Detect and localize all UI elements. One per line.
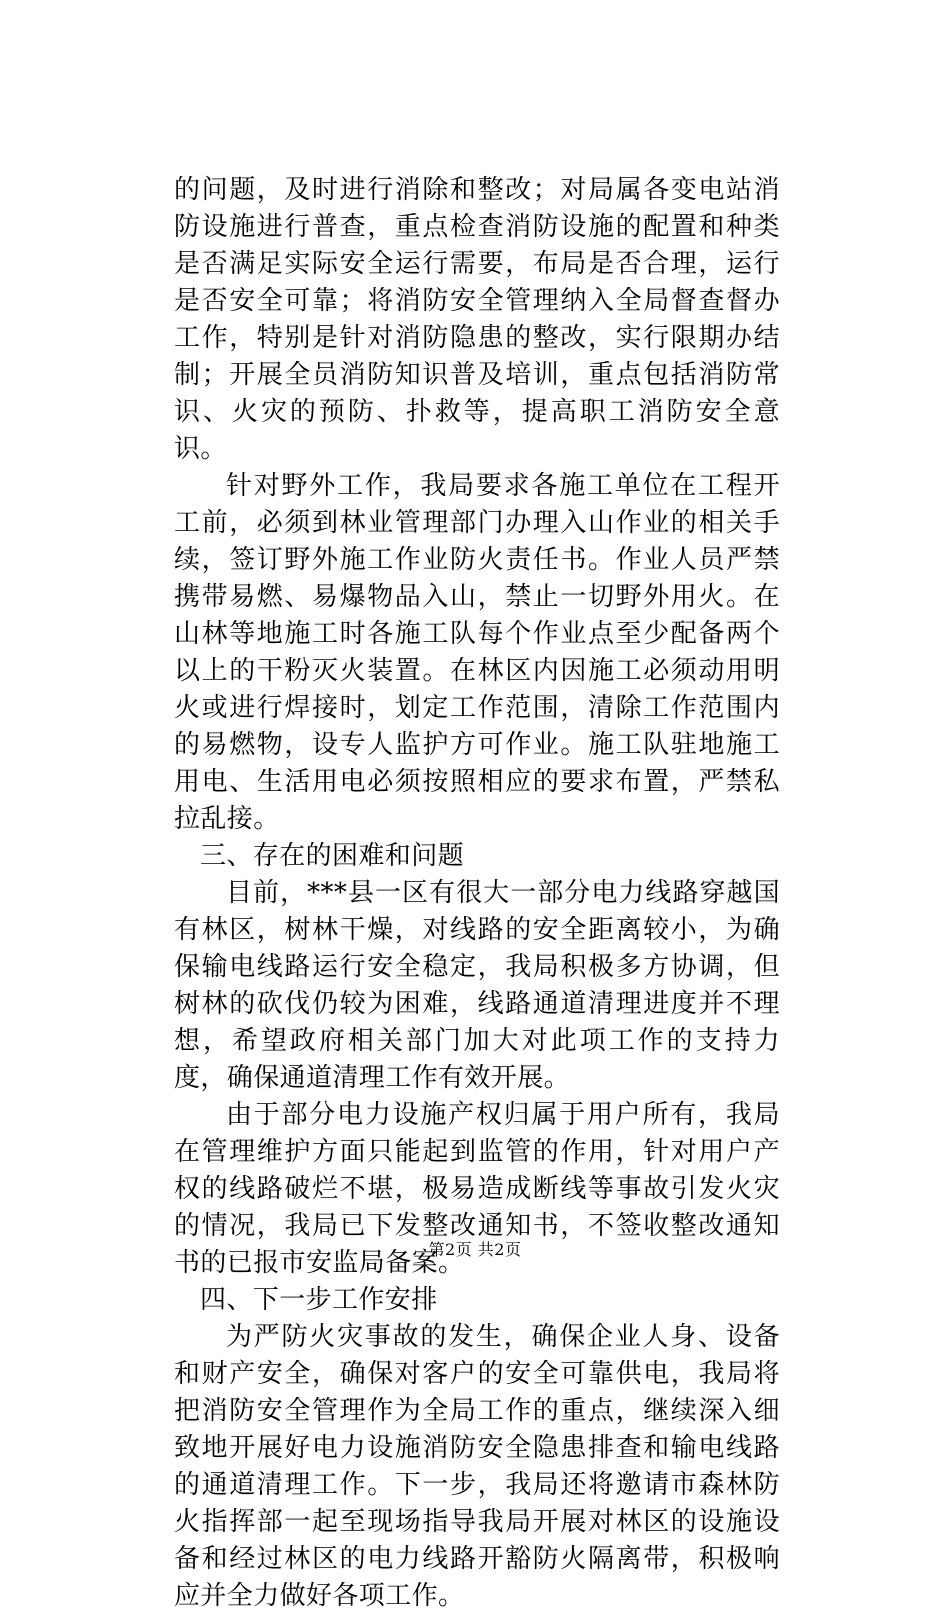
paragraph-next-step-plan: 为严防火灾事故的发生，确保企业人身、设备和财产安全，确保对客户的安全可靠供电，我局将把消防安全管理作为全局工作的重点，继续深入细致地开展好电力设施消防安全隐患排查和输电线路的通道清理工作。下一步，我局还将邀请市森林防火指挥部一起至现场指导我局开展对林区的设施设备和经过林区的电力线路开豁防火隔离带，积极响应并全力做好各项工作。: [174, 1322, 780, 1611]
paragraph-fire-facility-inspection: 的问题，及时进行消除和整改；对局属各变电站消防设施进行普查，重点检查消防设施的配置和种类是否满足实际安全运行需要，布局是否合理，运行是否安全可靠；将消防安全管理纳入全局督查督办工作，特别是针对消防隐患的整改，实行限期办结制；开展全员消防知识普及培训，重点包括消防常识、火灾的预防、扑救等，提高职工消防安全意识。: [174, 175, 780, 464]
paragraph-forest-lines: 目前，***县一区有很大一部分电力线路穿越国有林区，树林干燥，对线路的安全距离较小，为确保输电线路运行安全稳定，我局积极多方协调，但树林的砍伐仍较为困难，线路通道清理进度并不理想，希望政府相关部门加大对此项工作的支持力度，确保通道清理工作有效开展。: [174, 878, 780, 1093]
page-number-footer: 第2页 共2页: [428, 1240, 522, 1259]
paragraph-field-work: 针对野外工作，我局要求各施工单位在工程开工前，必须到林业管理部门办理入山作业的相关手续，签订野外施工作业防火责任书。作业人员严禁携带易燃、易爆物品入山，禁止一切野外用火。在山林等地施工时各施工队每个作业点至少配备两个以上的干粉灭火装置。在林区内因施工必须动用明火或进行焊接时，划定工作范围，清除工作范围内的易燃物，设专人监护方可作业。施工队驻地施工用电、生活用电必须按照相应的要求布置，严禁私拉乱接。: [174, 471, 780, 834]
paragraph-user-property: 由于部分电力设施产权归属于用户所有，我局在管理维护方面只能起到监管的作用，针对用户产权的线路破烂不堪，极易造成断线等事故引发火灾的情况，我局已下发整改通知书，不签收整改通知书的已报市安监局备案。: [174, 1100, 780, 1278]
section-heading-next-steps: 四、下一步工作安排: [200, 1285, 438, 1315]
section-heading-difficulties: 三、存在的困难和问题: [200, 841, 465, 871]
document-body: [174, 172, 780, 1615]
